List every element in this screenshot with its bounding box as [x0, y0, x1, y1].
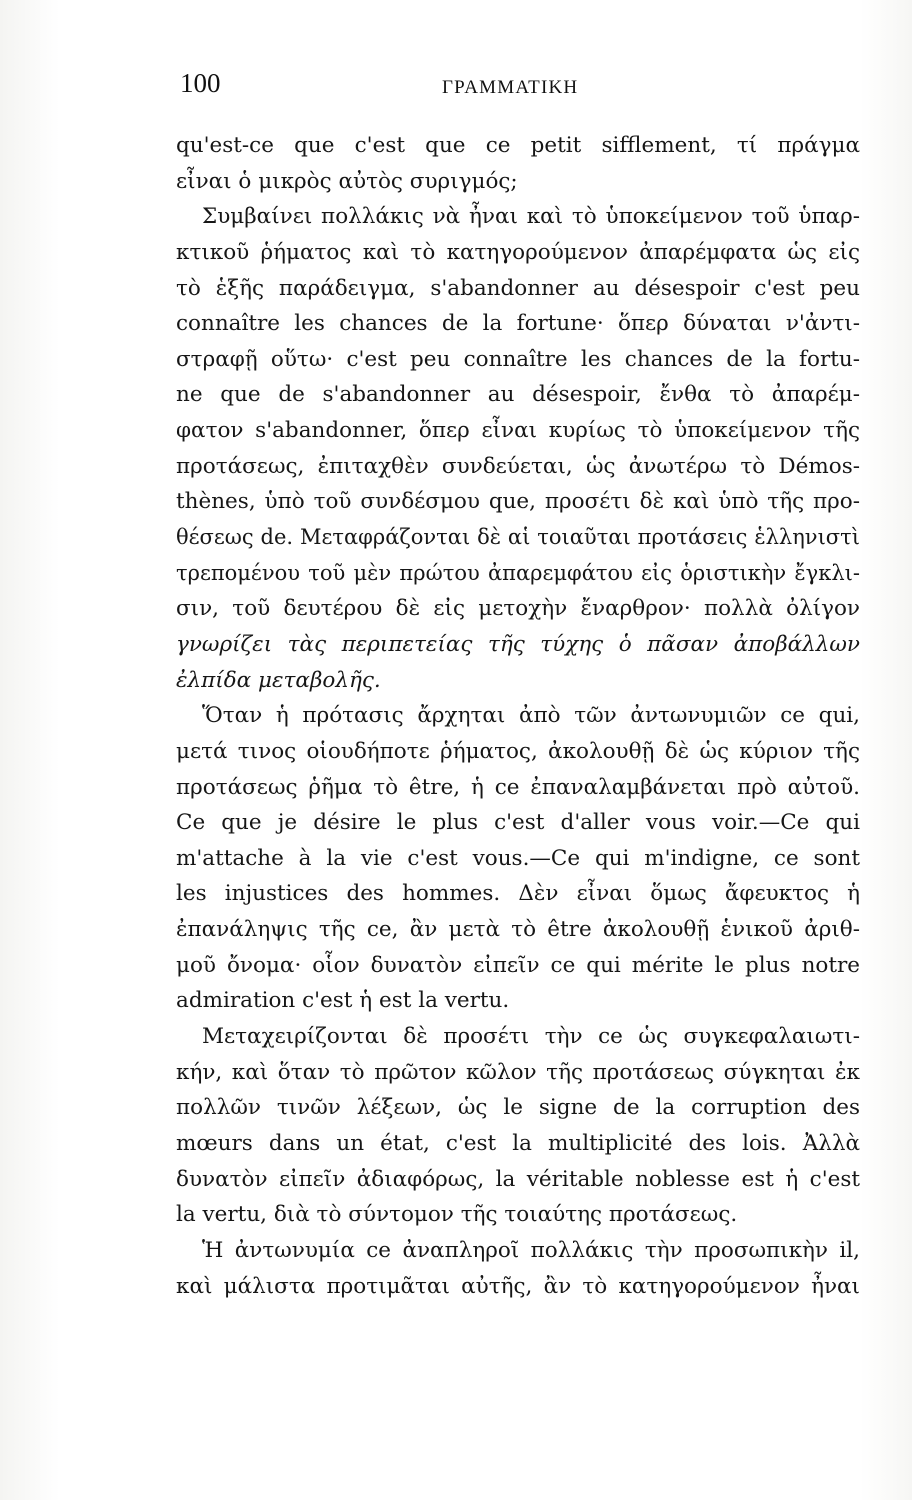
text-line: les injustices des hommes. Δὲν εἶναι ὅμως ἄφευκτος ἡ	[176, 881, 860, 907]
text-line: προτάσεως, ἐπιταχθὲν συνδεύεται, ὡς ἀνωτέρω τὸ Démos-	[176, 453, 860, 479]
text-line: ne que de s'abandonner au désespoir, ἔνθα τὸ ἀπαρέμ-	[176, 382, 860, 408]
text-line: πολλῶν τινῶν λέξεων, ὡς le signe de la corruption des	[176, 1095, 860, 1121]
page-number: 100	[180, 68, 221, 98]
text-line: τρεπομένου τοῦ μὲν πρώτου ἀπαρεμφάτου εἰς ὁριστικὴν ἔγκλι-	[176, 560, 860, 585]
text-line: ἐπανάληψις τῆς ce, ἂν μετὰ τὸ être ἀκολουθῇ ἑνικοῦ ἀριθ-	[176, 917, 860, 943]
text-line: μετά τινος οἱουδήποτε ῥήματος, ἀκολουθῇ δὲ ὡς κύριον τῆς	[176, 738, 860, 764]
text-line: admiration c'est ἡ est la vertu.	[176, 988, 510, 1014]
text-line: mœurs dans un état, c'est la multiplicité des lois. Ἀλλὰ	[176, 1130, 860, 1156]
text-line: κήν, καὶ ὅταν τὸ πρῶτον κῶλον τῆς προτάσεως σύγκηται ἐκ	[176, 1059, 860, 1085]
text-line: connaître les chances de la fortune· ὅπερ δύναται ν'ἀντι-	[176, 311, 860, 337]
text-line: thènes, ὑπὸ τοῦ συνδέσμου que, προσέτι δὲ καὶ ὑπὸ τῆς προ-	[176, 489, 860, 515]
text-line: προτάσεως ῥῆμα τὸ être, ἡ ce ἐπαναλαμβάνεται πρὸ αὐτοῦ.	[176, 774, 860, 800]
text-line: Μεταχειρίζονται δὲ προσέτι τὴν ce ὡς συγκεφαλαιωτι-	[202, 1024, 860, 1050]
text-line: Ὅταν ἡ πρότασις ἄρχηται ἀπὸ τῶν ἀντωνυμιῶν ce qui,	[202, 703, 860, 729]
page-header	[180, 68, 860, 108]
text-line: Ἡ ἀντωνυμία ce ἀναπληροῖ πολλάκις τὴν προσωπικὴν il,	[202, 1237, 860, 1263]
text-line: ἐλπίδα μεταβολῆς.	[176, 667, 381, 693]
text-line: εἶναι ὁ μικρὸς αὐτὸς συριγμός;	[176, 168, 518, 194]
text-line: τὸ ἑξῆς παράδειγμα, s'abandonner au désespoir c'est peu	[176, 275, 860, 301]
text-line: γνωρίζει τὰς περιπετείας τῆς τύχης ὁ πᾶσαν ἀποβάλλων	[176, 631, 860, 657]
text-line: φατον s'abandonner, ὅπερ εἶναι κυρίως τὸ ὑποκείμενον τῆς	[176, 418, 860, 444]
text-line: la vertu, διὰ τὸ σύντομον τῆς τοιαύτης προτάσεως.	[176, 1202, 738, 1228]
running-title: ΓΡΑΜΜΑΤΙΚΗ	[442, 77, 579, 98]
text-line: στραφῇ οὕτω· c'est peu connaître les chances de la fortu-	[176, 346, 860, 372]
text-line: qu'est-ce que c'est que ce petit sifflement, τί πράγμα	[176, 133, 860, 158]
body-text	[176, 128, 860, 1304]
text-line: δυνατὸν εἰπεῖν ἀδιαφόρως, la véritable noblesse est ἡ c'est	[176, 1166, 860, 1192]
text-line: θέσεως de. Μεταφράζονται δὲ αἱ τοιαῦται προτάσεις ἑλληνιστὶ	[176, 525, 860, 550]
text-line: Ce que je désire le plus c'est d'aller vous voir.—Ce qui	[176, 810, 860, 836]
text-line: μοῦ ὄνομα· οἷον δυνατὸν εἰπεῖν ce qui mérite le plus notre	[176, 952, 860, 978]
text-line: καὶ μάλιστα προτιμᾶται αὐτῆς, ἂν τὸ κατηγορούμενον ἦναι	[176, 1273, 860, 1299]
text-line: m'attache à la vie c'est vous.—Ce qui m'indigne, ce sont	[176, 845, 860, 871]
text-line: κτικοῦ ῥήματος καὶ τὸ κατηγορούμενον ἀπαρέμφατα ὡς εἰς	[176, 239, 860, 265]
text-line: σιν, τοῦ δευτέρου δὲ εἰς μετοχὴν ἔναρθρον· πολλὰ ὀλίγον	[176, 596, 860, 622]
text-line: Συμβαίνει πολλάκις νὰ ἦναι καὶ τὸ ὑποκείμενον τοῦ ὑπαρ-	[202, 204, 860, 230]
